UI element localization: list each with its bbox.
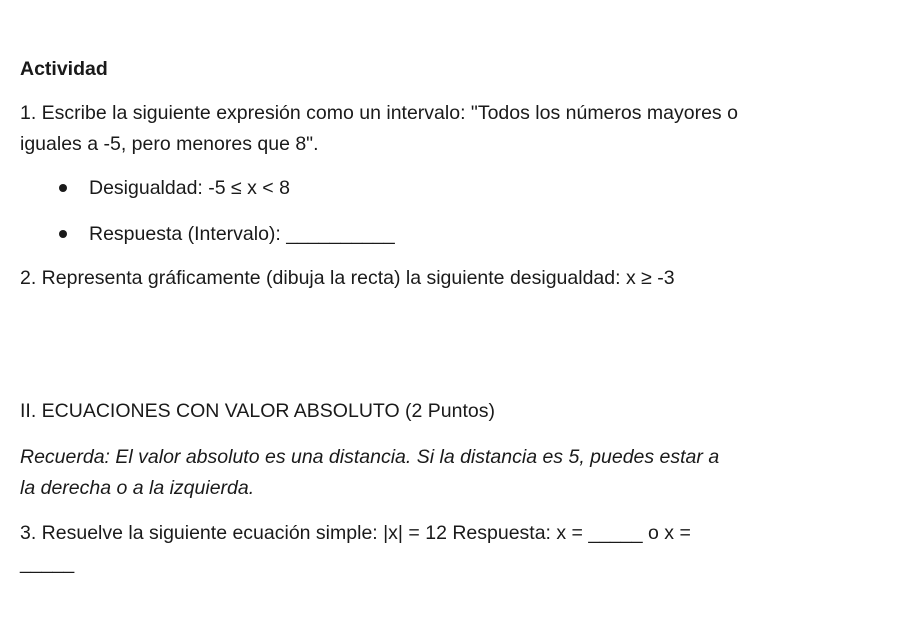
bullet-answer-interval: Respuesta (Intervalo): __________: [89, 223, 395, 245]
activity-heading: Actividad: [20, 58, 108, 80]
reminder-line-2: la derecha o a la izquierda.: [20, 477, 255, 499]
bullet-inequality: Desigualdad: -5 ≤ x < 8: [89, 177, 290, 199]
bullet-icon: [59, 230, 67, 238]
question-1-line-1: 1. Escribe la siguiente expresión como un intervalo: "Todos los números mayores o: [20, 102, 738, 124]
question-2: 2. Representa gráficamente (dibuja la recta) la siguiente desigualdad: x ≥ -3: [20, 267, 675, 289]
question-3-line-1: 3. Resuelve la siguiente ecuación simple: |x| = 12 Respuesta: x = _____ o x =: [20, 522, 691, 544]
reminder-line-1: Recuerda: El valor absoluto es una distancia. Si la distancia es 5, puedes estar a: [20, 446, 720, 468]
section-2-title: II. ECUACIONES CON VALOR ABSOLUTO (2 Puntos): [20, 400, 495, 422]
bullet-icon: [59, 184, 67, 192]
question-1-line-2: iguales a -5, pero menores que 8".: [20, 133, 319, 155]
question-3-line-2: _____: [20, 552, 75, 574]
